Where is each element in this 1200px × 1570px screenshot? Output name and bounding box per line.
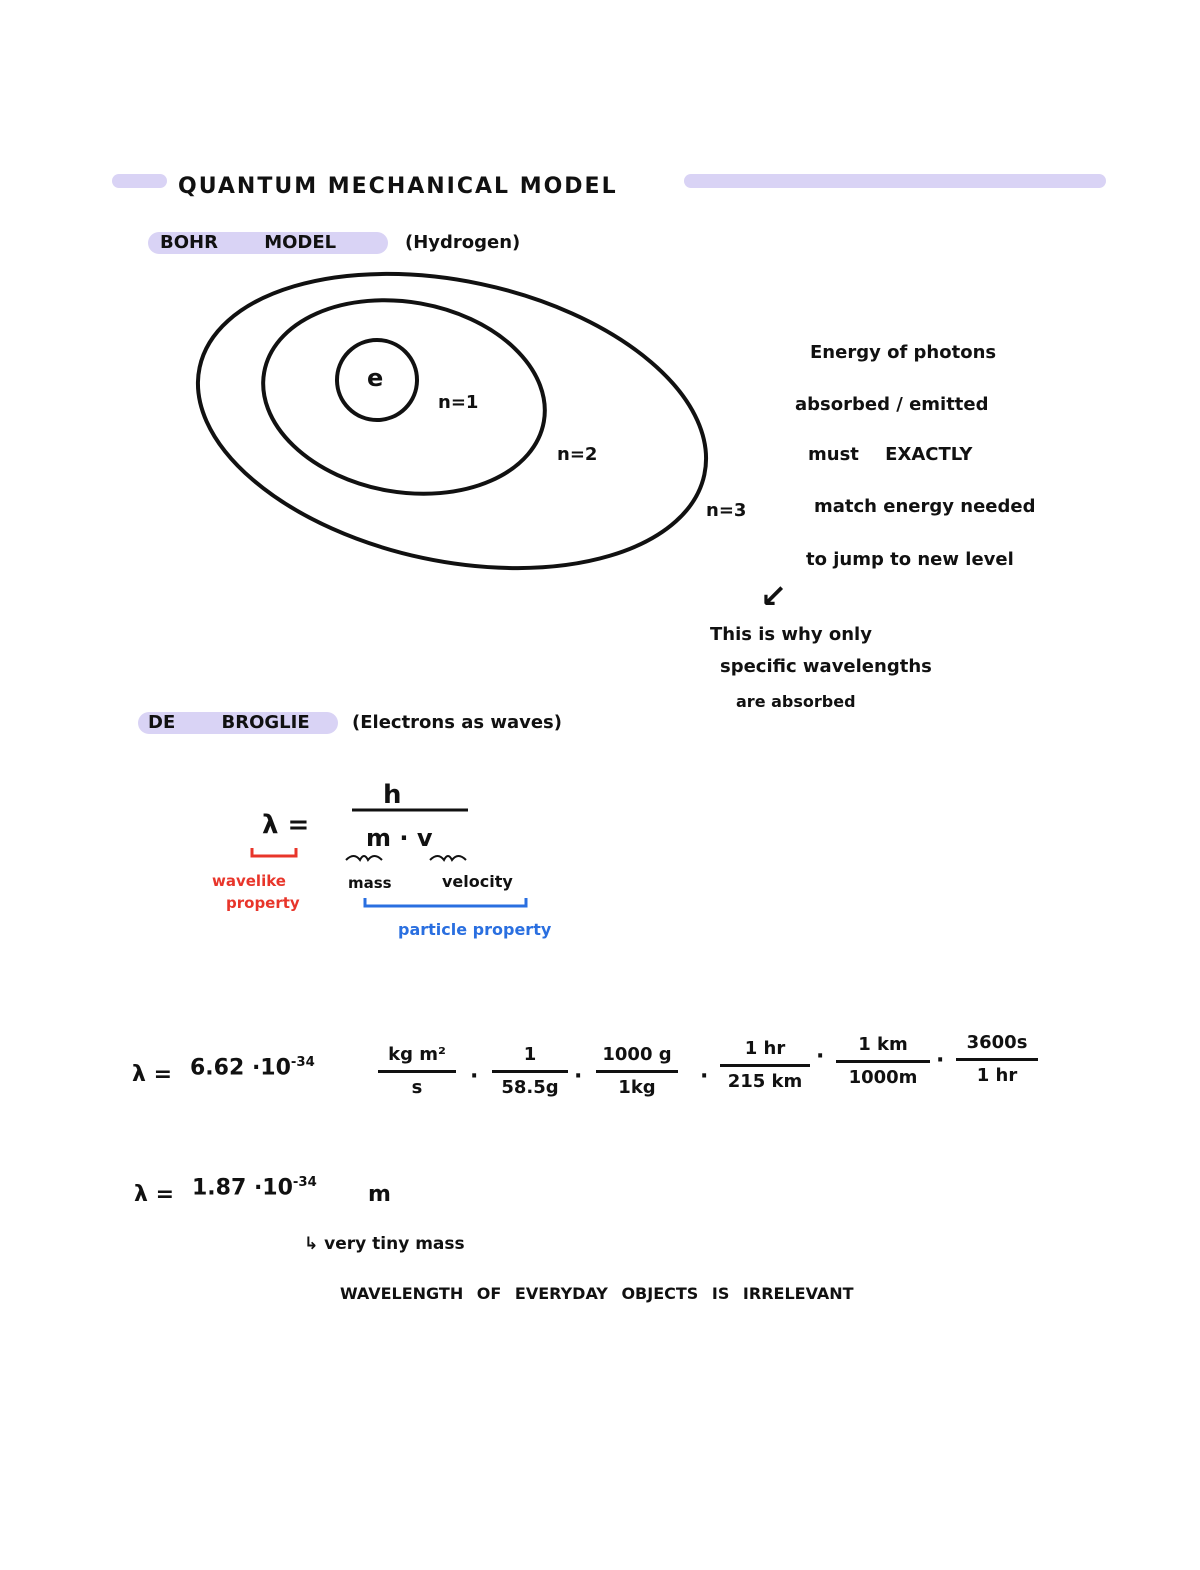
page-title: QUANTUM MECHANICAL MODEL — [178, 174, 618, 199]
velocity-label: velocity — [442, 872, 513, 891]
bohr-heading: BOHR MODEL — [160, 232, 337, 253]
factor-3-num: 1000 g — [602, 1044, 672, 1065]
note-line-5: to jump to new level — [806, 549, 1014, 570]
wavelike-brace — [252, 848, 296, 856]
factor-2-num: 1 — [523, 1044, 537, 1065]
factor-1-den: s — [411, 1077, 423, 1098]
result-lhs: λ = — [134, 1182, 175, 1207]
factor-5 — [836, 1036, 930, 1087]
factor-5-bar — [836, 1060, 930, 1063]
calc-constant-value: 6.62 ·10 — [190, 1055, 291, 1081]
orbit-n2 — [248, 279, 561, 515]
factor-2-den: 58.5g — [501, 1077, 559, 1098]
factor-4 — [720, 1040, 810, 1091]
factor-1-num: kg m² — [388, 1044, 446, 1065]
note-line-4: match energy needed — [814, 496, 1036, 517]
formula-denominator: m · v — [366, 824, 433, 852]
factor-5-den: 1000m — [848, 1067, 918, 1088]
why-line-2: specific wavelengths — [720, 656, 932, 677]
factor-1 — [378, 1046, 456, 1097]
dot-2: · — [574, 1064, 583, 1089]
mass-brace — [346, 856, 382, 860]
note-irrelevant: WAVELENGTH OF EVERYDAY OBJECTS IS IRRELEVANT — [340, 1284, 854, 1303]
note-line-2: absorbed / emitted — [795, 394, 989, 415]
factor-3-den: 1kg — [618, 1077, 656, 1098]
factor-2-bar — [492, 1070, 568, 1073]
calc-constant — [190, 1056, 315, 1079]
note-tiny-mass: ↳ very tiny mass — [304, 1234, 465, 1254]
mass-label: mass — [348, 874, 392, 892]
level-label-n1: n=1 — [438, 392, 479, 413]
factor-2 — [492, 1046, 568, 1097]
wavelike-label-1: wavelike — [212, 872, 286, 890]
result-mantissa: 1.87 ·10 — [192, 1175, 293, 1201]
why-line-3: are absorbed — [736, 692, 856, 711]
factor-6-num: 3600s — [966, 1032, 1028, 1053]
factor-3-bar — [596, 1070, 678, 1073]
factor-4-den: 215 km — [727, 1071, 803, 1092]
debroglie-heading-paren: (Electrons as waves) — [352, 712, 562, 733]
factor-3 — [596, 1046, 678, 1097]
level-label-n3: n=3 — [706, 500, 747, 521]
bohr-heading-paren: (Hydrogen) — [405, 232, 521, 253]
factor-4-bar — [720, 1064, 810, 1067]
formula-numerator: h — [383, 780, 402, 810]
nucleus-label: e — [367, 364, 384, 392]
calc-lhs: λ = — [132, 1062, 173, 1087]
level-label-n2: n=2 — [557, 444, 598, 465]
particle-property-label: particle property — [398, 920, 552, 939]
dot-4: · — [816, 1044, 825, 1069]
factor-6-den: 1 hr — [976, 1065, 1018, 1086]
result-value — [192, 1176, 317, 1199]
dot-3: · — [700, 1064, 709, 1089]
debroglie-heading: DE BROGLIE — [148, 712, 310, 733]
factor-6 — [956, 1034, 1038, 1085]
factor-1-bar — [378, 1070, 456, 1073]
formula-lhs: λ = — [262, 810, 310, 840]
dot-5: · — [936, 1048, 945, 1073]
dot-1: · — [470, 1064, 479, 1089]
calc-constant-exponent: -34 — [290, 1055, 315, 1070]
velocity-brace — [430, 856, 466, 860]
result-exponent: -34 — [292, 1175, 317, 1190]
wavelike-label-2: property — [226, 894, 300, 912]
note-line-1: Energy of photons — [810, 342, 997, 363]
orbit-n3 — [171, 230, 734, 611]
why-line-1: This is why only — [710, 624, 872, 645]
factor-5-num: 1 km — [858, 1034, 908, 1055]
factor-6-bar — [956, 1058, 1038, 1061]
factor-4-num: 1 hr — [744, 1038, 786, 1059]
particle-brace — [365, 898, 526, 906]
result-unit: m — [368, 1182, 391, 1207]
note-line-3: must EXACTLY — [808, 444, 973, 465]
arrow-icon: ↙ — [760, 577, 787, 615]
